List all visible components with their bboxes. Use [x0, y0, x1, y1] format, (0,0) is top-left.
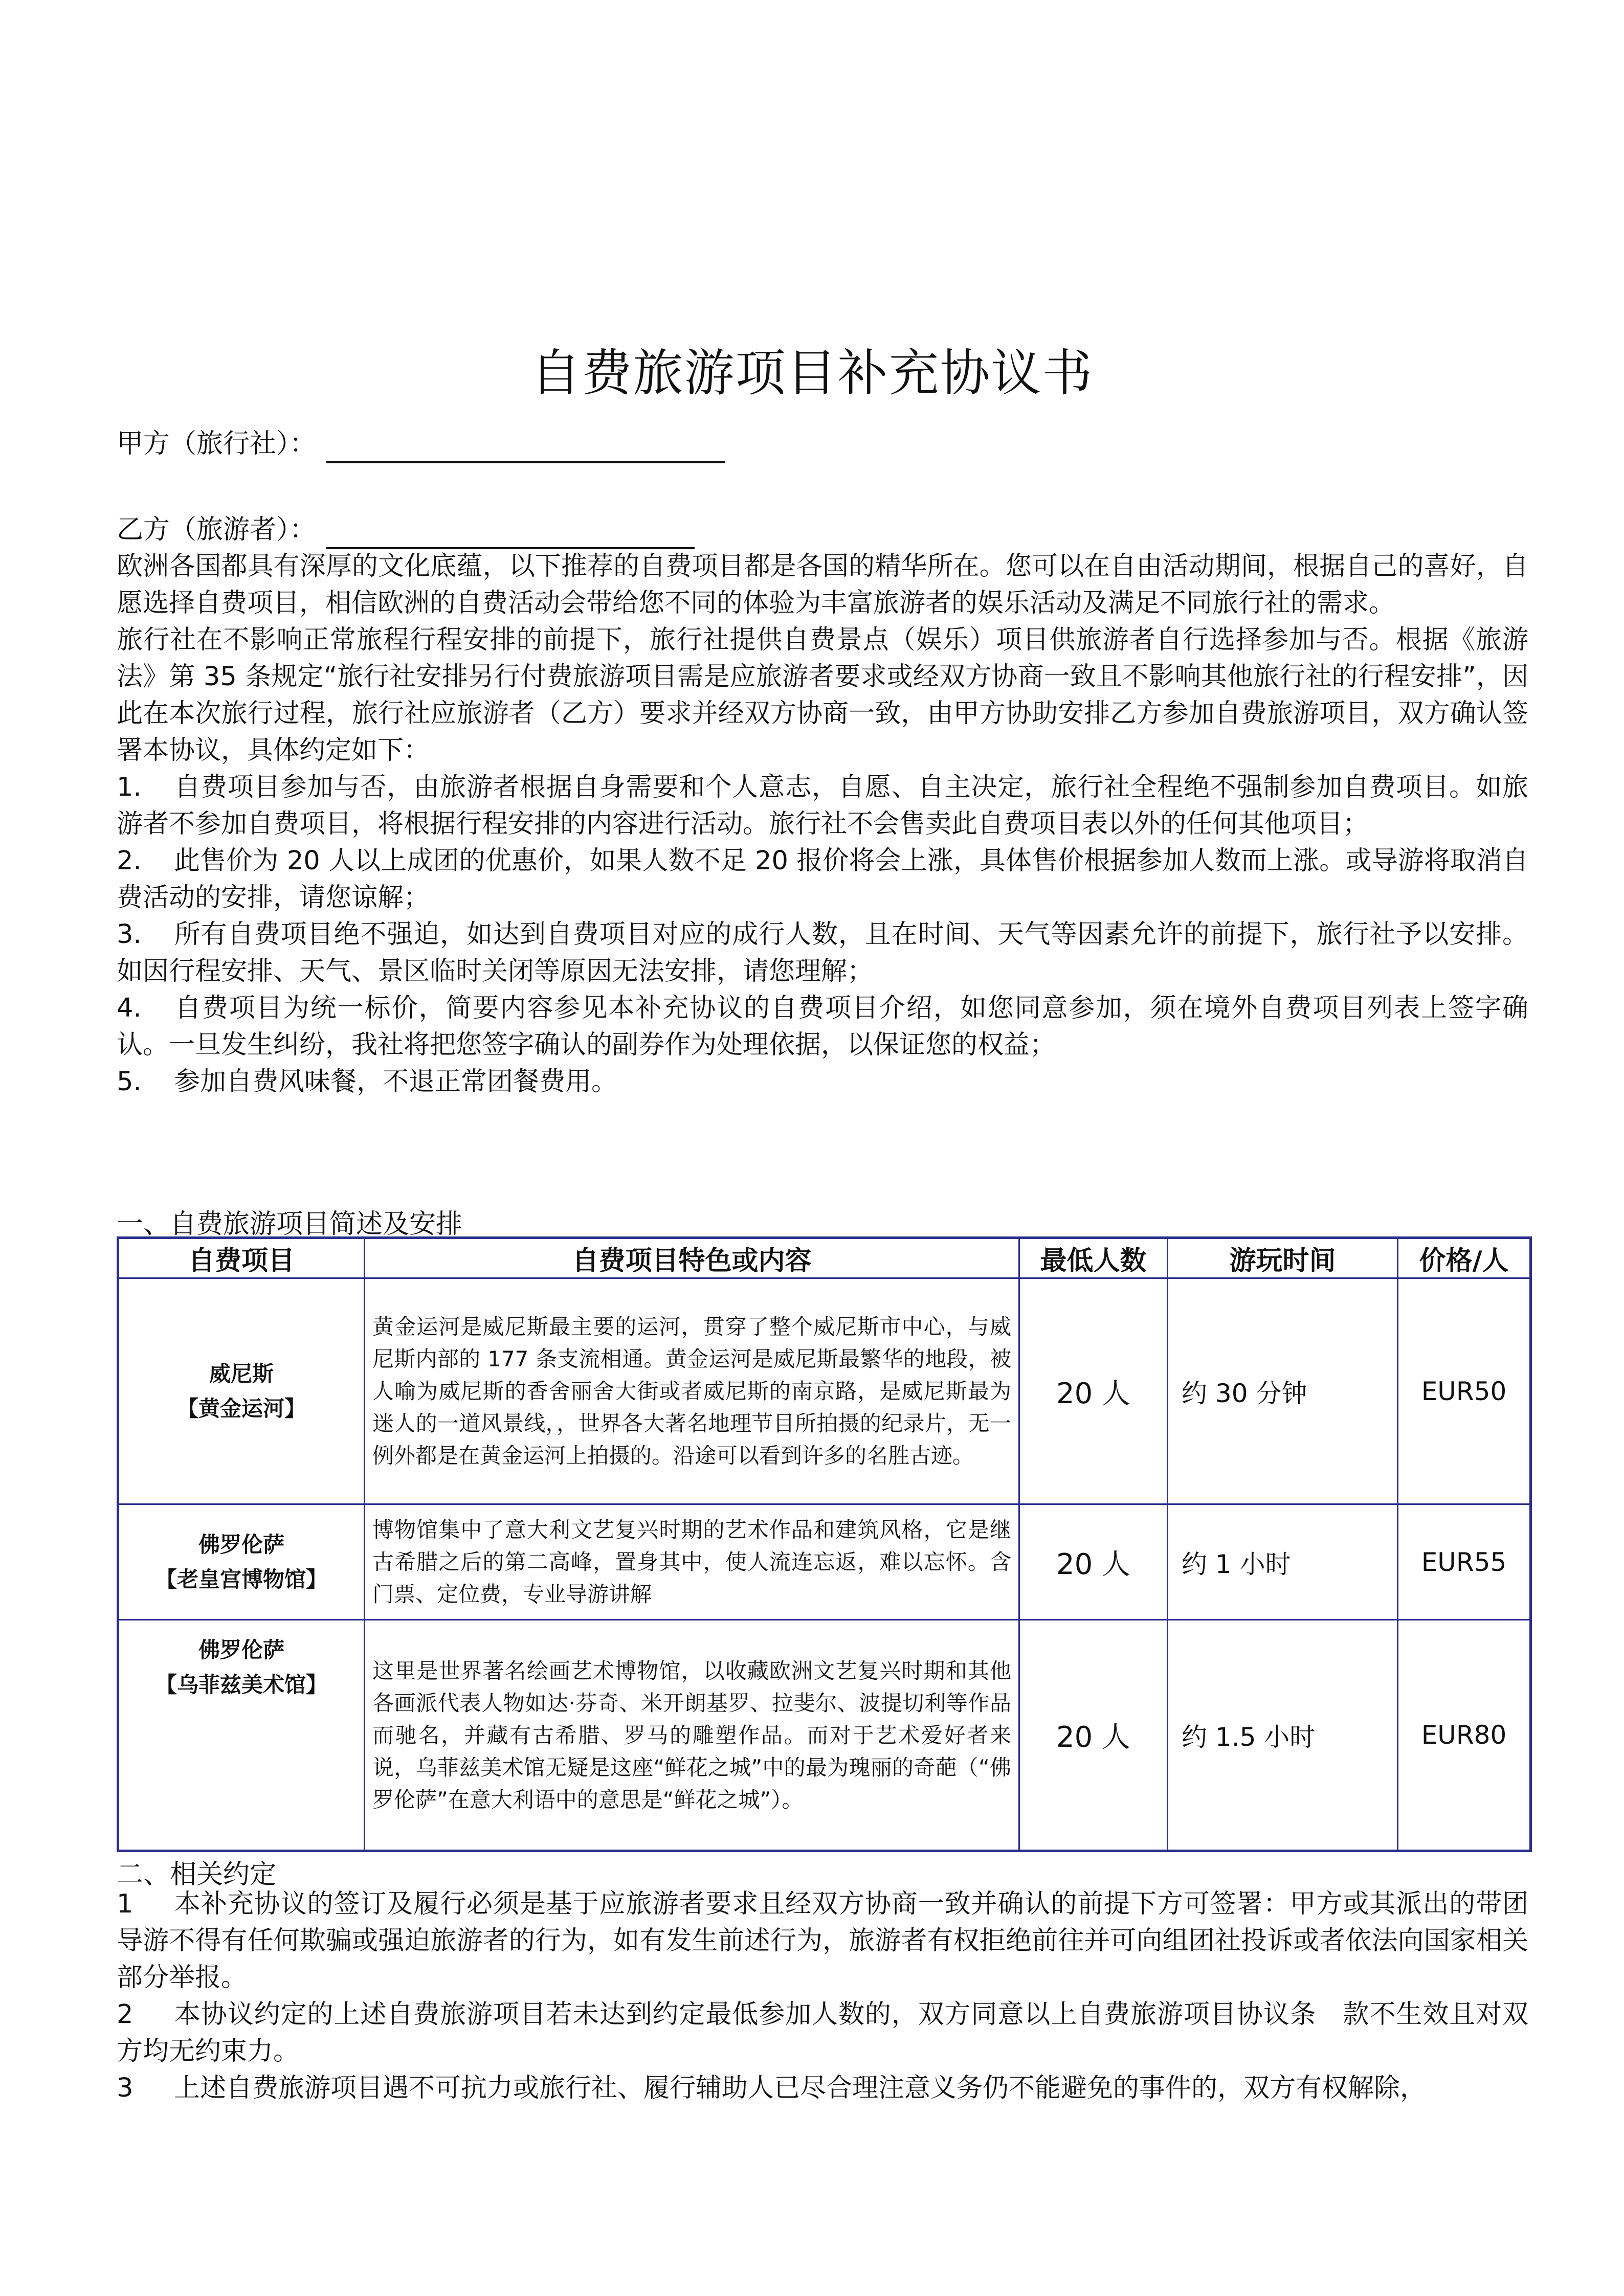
project-city: 佛罗伦萨 — [198, 1637, 284, 1662]
price: EUR55 — [1398, 1504, 1531, 1620]
clause — [117, 843, 1528, 916]
project-title: 【黄金运河】 — [176, 1395, 306, 1421]
table-header-row — [118, 1238, 1531, 1278]
party-a-line — [117, 424, 725, 463]
column-header: 最低人数 — [1019, 1238, 1168, 1278]
column-header: 自费项目 — [118, 1238, 365, 1278]
min-participants: 20 人 — [1019, 1504, 1168, 1620]
project-description: 博物馆集中了意大利文艺复兴时期的艺术作品和建筑风格，它是继古希腊之后的第二高峰，置身其中，使人流连忘返，难以忘怀。含门票、定位费，专业导游讲解 — [365, 1504, 1019, 1620]
table-row — [118, 1278, 1531, 1504]
clause-text: 自费项目参加与否，由旅游者根据自身需要和个人意志，自愿、自主决定，旅行社全程绝不强制参加自费项目。如旅游者不参加自费项目，将根据行程安排的内容进行活动。旅行社不会售卖此自费项目表以外的任何其他项目； — [117, 772, 1528, 839]
party-b-line — [117, 510, 695, 549]
term-number: 1 — [117, 1889, 134, 1919]
min-participants: 20 人 — [1019, 1620, 1168, 1851]
term-number: 3 — [117, 2073, 134, 2103]
party-a-signature-field[interactable] — [326, 431, 725, 463]
table-row — [118, 1620, 1531, 1851]
related-terms — [117, 1886, 1528, 2107]
optional-tours-table — [117, 1236, 1532, 1852]
section-1-title: 一、自费旅游项目简述及安排 — [117, 1209, 463, 1240]
clause-number: 1. — [117, 772, 142, 802]
clause — [117, 916, 1528, 990]
clause — [117, 1064, 1528, 1100]
duration: 约 1.5 小时 — [1168, 1620, 1398, 1851]
project-name-cell — [118, 1620, 365, 1851]
clause-text: 自费项目为统一标价，简要内容参见本补充协议的自费项目介绍，如您同意参加，须在境外自费项目列表上签字确认。一旦发生纠纷，我社将把您签字确认的副券作为处理依据，以保证您的权益； — [117, 993, 1528, 1060]
term-text: 本协议约定的上述自费旅游项目若未达到约定最低参加人数的，双方同意以上自费旅游项目协议条 款不生效且对双方均无约束力。 — [117, 1999, 1528, 2066]
clause-text: 参加自费风味餐，不退正常团餐费用。 — [174, 1067, 618, 1097]
party-a-label: 甲方（旅行社）： — [117, 429, 317, 459]
duration: 约 1 小时 — [1168, 1504, 1398, 1620]
intro-paragraph: 旅行社在不影响正常旅程行程安排的前提下，旅行社提供自费景点（娱乐）项目供旅游者自行选择参加与否。根据《旅游法》第 35 条规定“旅行社安排另行付费旅游项目需是应旅游者要求或经双方协商一致且不影响其他旅行社的行程安排”，因此在本次旅行过程，旅行社应旅游者（乙方）要求并经双方协商一致，由甲方协助安排乙方参加自费旅游项目，双方确认签署本协议，具体约定如下： — [117, 625, 1528, 766]
party-b-label: 乙方（旅游者）： — [117, 514, 317, 545]
clause-number: 2. — [117, 846, 142, 876]
column-header: 自费项目特色或内容 — [365, 1238, 1019, 1278]
price: EUR80 — [1398, 1620, 1531, 1851]
agreement-body — [117, 548, 1528, 1100]
project-description: 这里是世界著名绘画艺术博物馆，以收藏欧洲文艺复兴时期和其他各画派代表人物如达·芬奇、米开朗基罗、拉斐尔、波提切利等作品而驰名，并藏有古希腊、罗马的雕塑作品。而对于艺术爱好者来说，乌菲兹美术馆无疑是这座“鲜花之城”中的最为瑰丽的奇葩（“佛罗伦萨”在意大利语中的意思是“鲜花之城”）。 — [365, 1620, 1019, 1851]
term-item — [117, 2070, 1528, 2107]
column-header: 价格/人 — [1398, 1238, 1531, 1278]
column-header: 游玩时间 — [1168, 1238, 1398, 1278]
project-title: 【乌菲兹美术馆】 — [155, 1672, 327, 1697]
project-city: 佛罗伦萨 — [198, 1532, 284, 1557]
min-participants: 20 人 — [1019, 1278, 1168, 1504]
page-title: 自费旅游项目补充协议书 — [530, 344, 1094, 402]
project-title: 【老皇宫博物馆】 — [155, 1566, 327, 1592]
table-row — [118, 1504, 1531, 1620]
term-text: 上述自费旅游项目遇不可抗力或旅行社、履行辅助人已尽合理注意义务仍不能避免的事件的，双方有权解除， — [174, 2073, 1427, 2103]
section-2-title: 二、相关约定 — [117, 1859, 277, 1890]
clause-text: 此售价为 20 人以上成团的优惠价，如果人数不足 20 报价将会上涨，具体售价根据参加人数而上涨。或导游将取消自费活动的安排，请您谅解； — [117, 846, 1528, 913]
term-number: 2 — [117, 1999, 134, 2030]
project-name-cell — [118, 1278, 365, 1504]
term-text: 本补充协议的签订及履行必须是基于应旅游者要求且经双方协商一致并确认的前提下方可签署：甲方或其派出的带团导游不得有任何欺骗或强迫旅游者的行为，如有发生前述行为，旅游者有权拒绝前往并可向组团社投诉或者依法向国家相关部分举报。 — [117, 1889, 1528, 1993]
project-name-cell — [118, 1504, 365, 1620]
clause-number: 3. — [117, 919, 142, 950]
intro-paragraph: 欧洲各国都具有深厚的文化底蕴，以下推荐的自费项目都是各国的精华所在。您可以在自由活动期间，根据自己的喜好，自愿选择自费项目，相信欧洲的自费活动会带给您不同的体验为丰富旅游者的娱乐活动及满足不同旅行社的需求。 — [117, 551, 1528, 618]
clause-number: 4. — [117, 993, 142, 1023]
term-item — [117, 1996, 1528, 2070]
clause — [117, 769, 1528, 843]
project-description: 黄金运河是威尼斯最主要的运河，贯穿了整个威尼斯市中心，与威尼斯内部的 177 条支流相通。黄金运河是威尼斯最繁华的地段，被人喻为威尼斯的香舍丽舍大街或者威尼斯的南京路，是威尼斯最为迷人的一道风景线，，世界各大著名地理节目所拍摄的纪录片，无一例外都是在黄金运河上拍摄的。沿途可以看到许多的名胜古迹。 — [365, 1278, 1019, 1504]
project-city: 威尼斯 — [209, 1361, 274, 1386]
clause-number: 5. — [117, 1067, 142, 1097]
clause-text: 所有自费项目绝不强迫，如达到自费项目对应的成行人数，且在时间、天气等因素允许的前提下，旅行社予以安排。如因行程安排、天气、景区临时关闭等原因无法安排，请您理解； — [117, 919, 1528, 986]
duration: 约 30 分钟 — [1168, 1278, 1398, 1504]
price: EUR50 — [1398, 1278, 1531, 1504]
term-item — [117, 1886, 1528, 1996]
party-b-signature-field[interactable] — [326, 516, 695, 549]
clause — [117, 990, 1528, 1064]
